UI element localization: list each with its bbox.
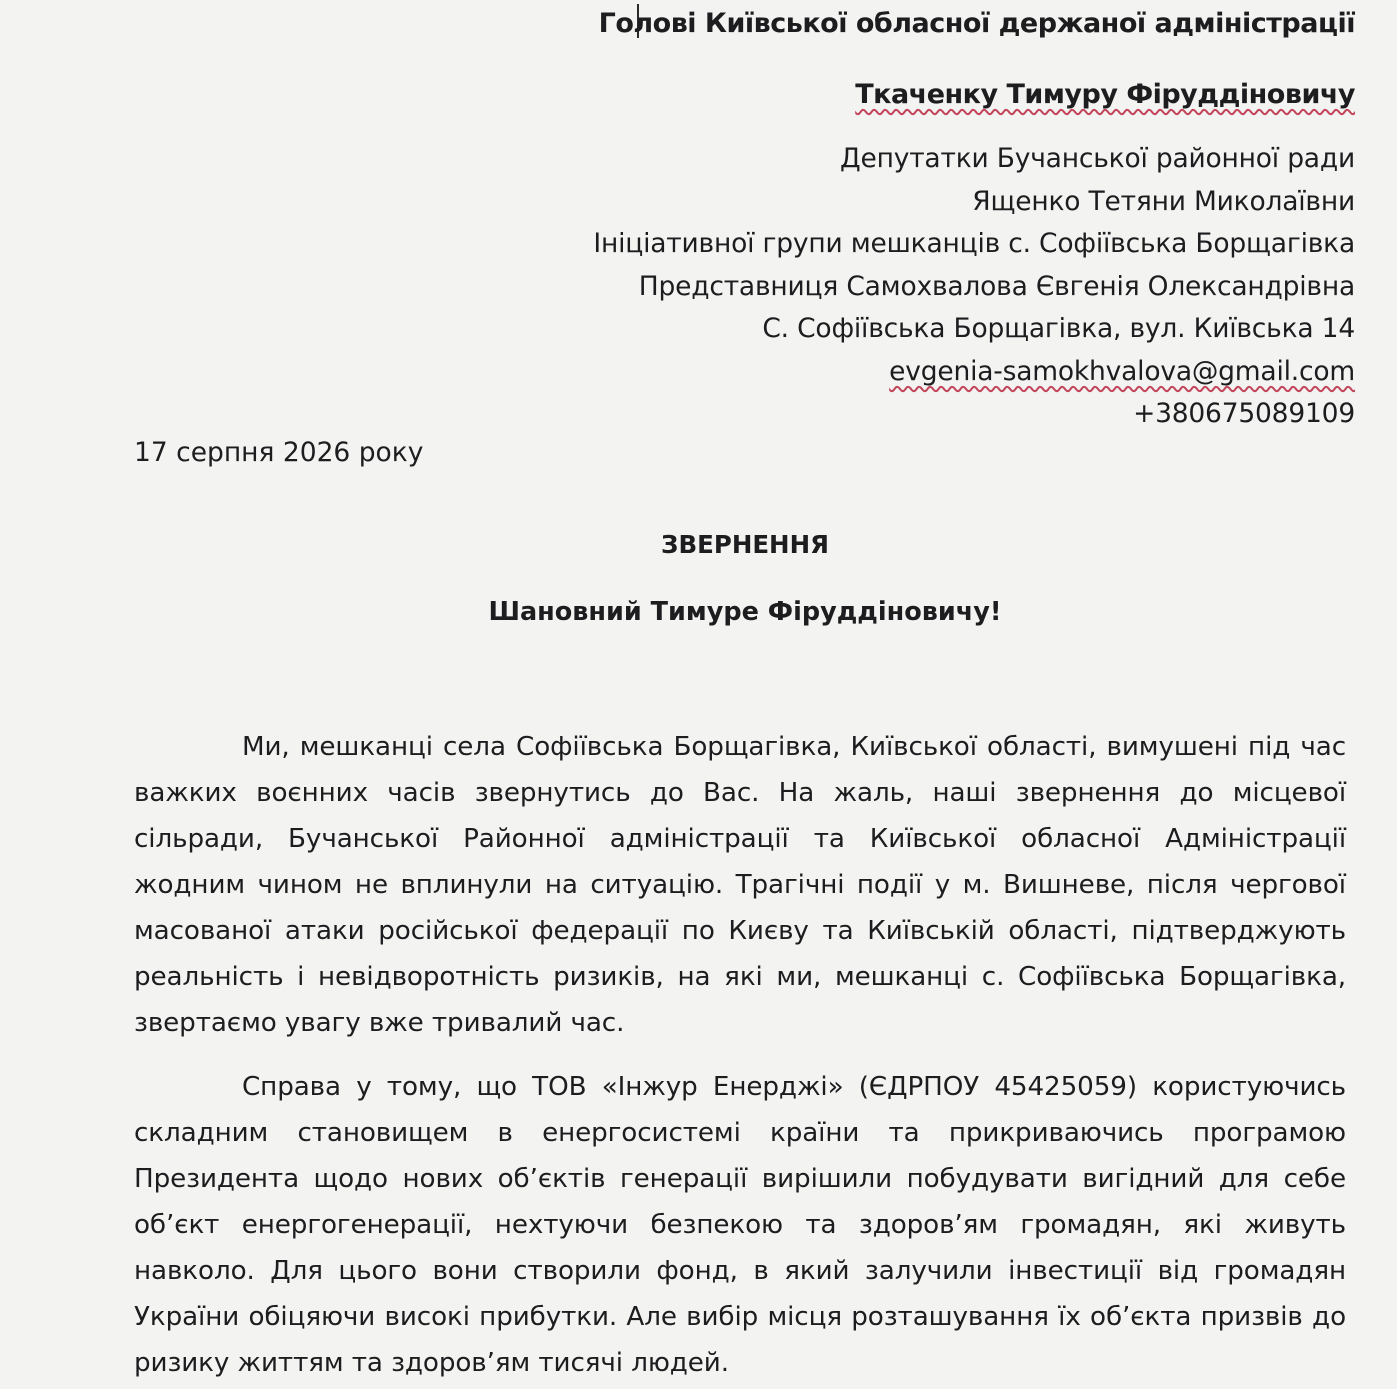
body-paragraph: Ми, мешканці села Софіївська Борщагівка, Київської області, вимушені під час важких воєнних часів звернутись до Вас. На жаль, наші звернення до місцевої сільради, Бучанської Районної адміністрації та Київської обласної Адміністрації жодним чином не вплинули на ситуацію. Трагічні події у м. Вишневе, після чергової масованої атаки російської федерації по Києву та Київській області, підтверджують реальність і невідворотність ризиків, на які ми, мешканці с. Софіївська Борщагівка, звертаємо увагу вже тривалий час.	[134, 732, 1346, 1038]
document-heading: ЗВЕРНЕННЯ	[661, 530, 829, 559]
sender-address: С. Софіївська Борщагівка, вул. Київська 14	[762, 313, 1355, 344]
body-paragraph: Справа у тому, що ТОВ «Інжур Енерджі» (ЄДРПОУ 45425059) користуючись складним становищем в енергосистемі країни та прикриваючись програмою Президента щодо нових об’єктів генерації вирішили побудувати вигідний для себе об’єкт енергогенерації, нехтуючи безпекою та здоров’ям громадян, які живуть навколо. Для цього вони створили фонд, в який залучили інвестиції від громадян України обіцяючи високі прибутки. Але вибір місця розташування їх об’єкта призвів до ризику життям та здоров’ям тисячі людей.	[134, 1072, 1346, 1378]
recipient-title: Голові Київської обласної держаної адміністрації	[598, 8, 1355, 39]
sender-line: Ященко Тетяни Миколаївни	[972, 185, 1355, 217]
document-date: 17 серпня 2026 року	[134, 437, 424, 468]
salutation: Шановний Тимуре Фіруддіновичу!	[488, 597, 1002, 627]
addressee-block	[593, 0, 1355, 436]
recipient-name: Ткаченку Тимуру Фіруддіновичу	[855, 78, 1355, 110]
sender-line: Представниця Самохвалова Євгенія Олександрівна	[638, 270, 1355, 302]
sender-phone: +380675089109	[1133, 398, 1355, 429]
sender-line: Ініціативної групи мешканців с. Софіївська Борщагівка	[593, 228, 1355, 259]
sender-email: evgenia-samokhvalova@gmail.com	[889, 355, 1355, 387]
sender-line: Депутатки Бучанської районної ради	[839, 143, 1355, 174]
